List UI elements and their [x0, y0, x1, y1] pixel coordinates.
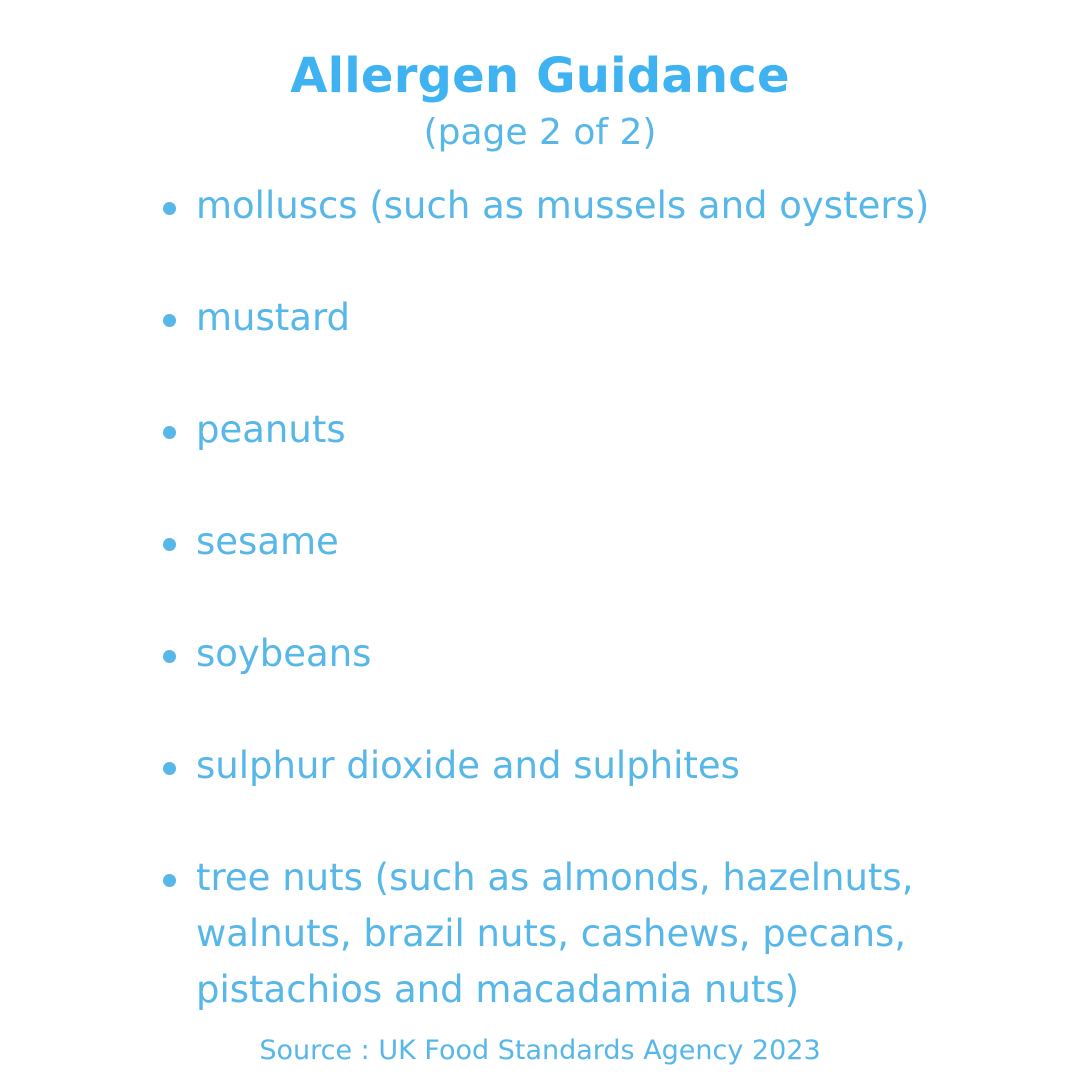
bullet-dot-icon [163, 426, 176, 439]
allergen-label: sesame [196, 520, 339, 563]
allergen-label: molluscs (such as mussels and oysters) [196, 184, 930, 227]
bullet-dot-icon [163, 762, 176, 775]
allergen-label: mustard [196, 296, 350, 339]
bullet-dot-icon [163, 874, 176, 887]
allergen-label: sulphur dioxide and sulphites [196, 744, 740, 787]
page-subtitle: (page 2 of 2) [423, 112, 657, 153]
bullet-dot-icon [163, 538, 176, 551]
allergen-label: peanuts [196, 408, 346, 451]
bullet-dot-icon [163, 202, 176, 215]
allergen-label: soybeans [196, 632, 372, 675]
bullet-dot-icon [163, 314, 176, 327]
source-citation: Source : UK Food Standards Agency 2023 [259, 1035, 821, 1066]
bullet-dot-icon [163, 650, 176, 663]
page-title: Allergen Guidance [290, 48, 790, 104]
allergen-label: tree nuts (such as almonds, hazelnuts, walnuts, brazil nuts, cashews, pecans, pistachios and macadamia nuts) [196, 856, 914, 1011]
